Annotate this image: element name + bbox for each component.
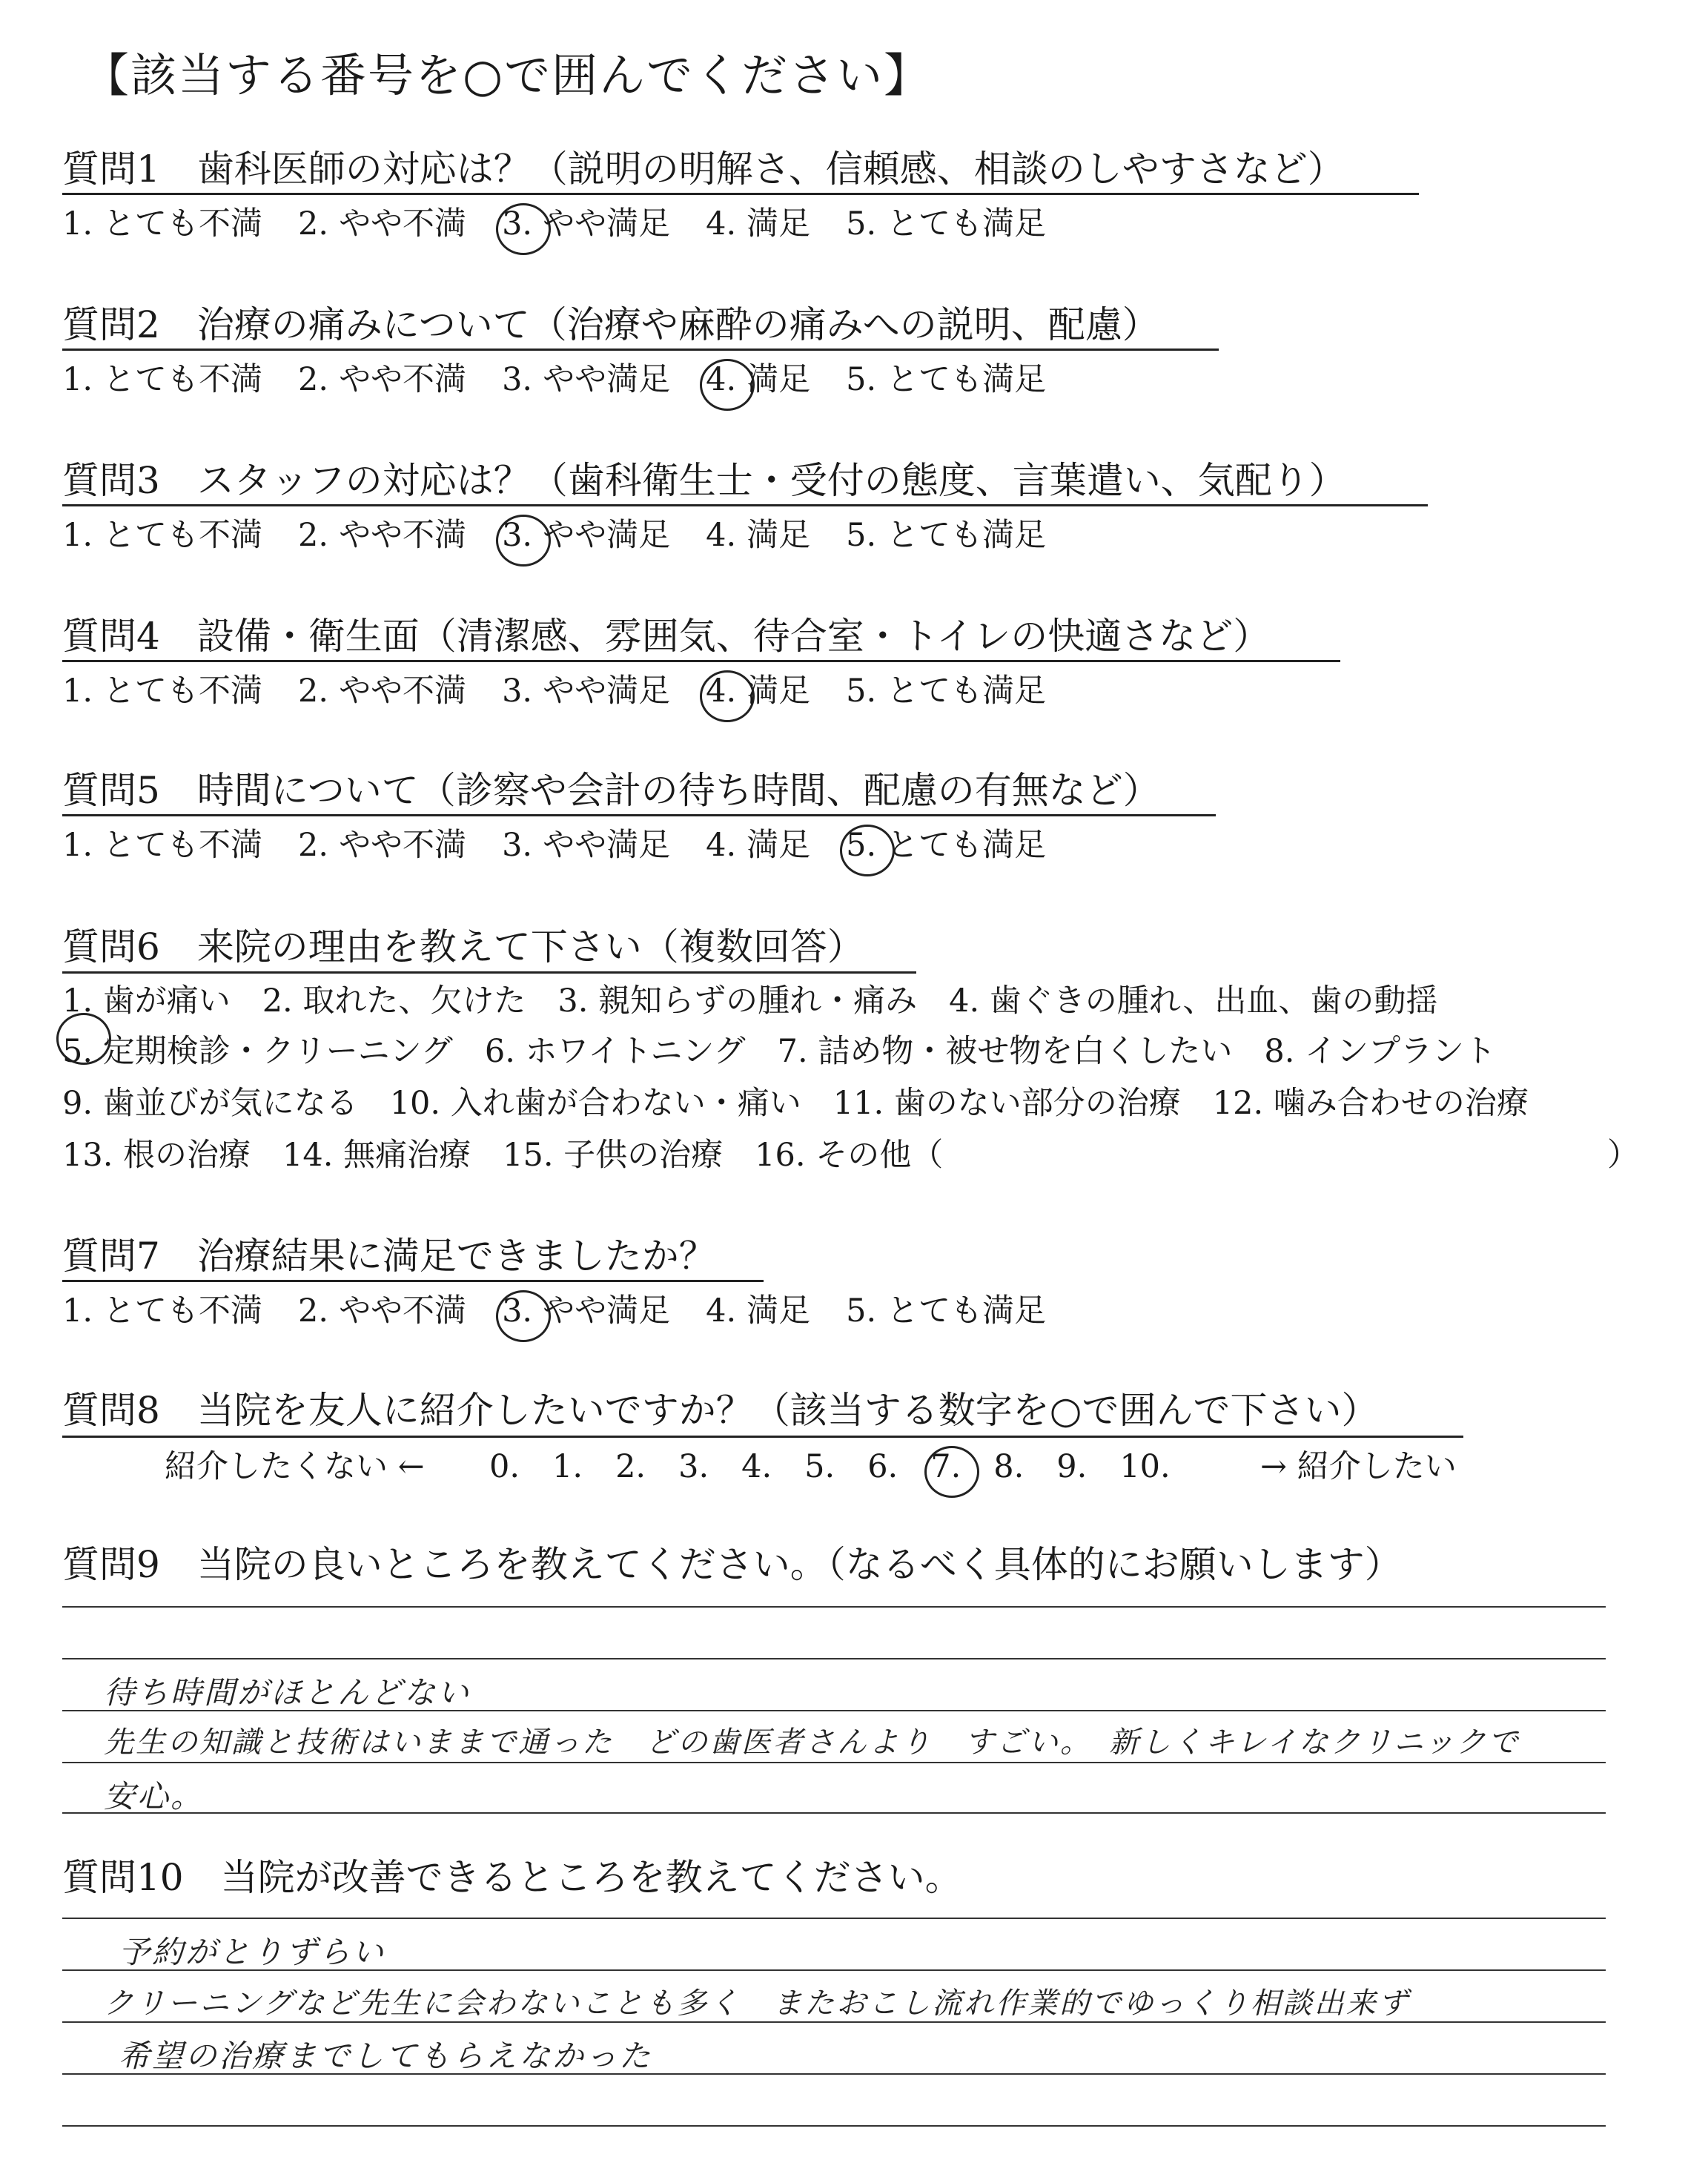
- option-number[interactable]: 3.: [502, 361, 533, 398]
- option-number[interactable]: 2.: [298, 673, 329, 710]
- option-label[interactable]: やや不満: [339, 827, 467, 864]
- question-6-title: [62, 923, 864, 971]
- question-label: 質問6: [62, 925, 160, 968]
- write-line: [62, 1762, 1606, 1763]
- question-6-underline: [62, 971, 916, 974]
- question-4-title: [62, 612, 1270, 660]
- scale-value[interactable]: 7.: [930, 1444, 961, 1489]
- option-label[interactable]: とても満足: [887, 361, 1047, 398]
- option-label[interactable]: とても満足: [887, 673, 1047, 710]
- option-number[interactable]: 5.: [846, 1292, 877, 1330]
- question-5-options[interactable]: [62, 823, 1082, 868]
- option-label[interactable]: やや満足: [543, 361, 671, 398]
- q10-answer-2: クリーニングなど先生に会わないことも多く またおこし流れ作業的でゆっくり相談出来ず: [104, 1986, 1410, 2021]
- q8-right-label: → 紹介したい: [1260, 1448, 1457, 1485]
- option-number[interactable]: 1.: [62, 205, 93, 242]
- question-text: 時間について（診察や会計の待ち時間、配慮の有無など）: [196, 769, 1160, 812]
- question-label: 質問4: [62, 615, 160, 658]
- q6-row-1[interactable]: 1. 歯が痛い 2. 取れた、欠けた 3. 親知らずの腫れ・痛み 4. 歯ぐきの腫れ、出血、歯の動揺: [62, 982, 1438, 1020]
- scale-value[interactable]: 6.: [867, 1448, 898, 1485]
- q9-answer-3: 安心。: [104, 1778, 205, 1814]
- q9-answer-2: 先生の知識と技術はいままで通った どの歯医者さんより すごい。 新しくキレイなクリニックで: [104, 1725, 1520, 1760]
- option-label[interactable]: とても不満: [103, 1292, 263, 1330]
- write-line: [62, 2125, 1606, 2127]
- question-label: 質問10: [62, 1856, 184, 1899]
- scale-value[interactable]: 2.: [615, 1448, 646, 1485]
- option-label[interactable]: とても不満: [103, 361, 263, 398]
- scale-value[interactable]: 5.: [804, 1448, 835, 1485]
- question-text: 当院が改善できるところを教えてください。: [220, 1856, 962, 1899]
- question-label: 質問3: [62, 459, 160, 502]
- option-label[interactable]: とても不満: [103, 827, 263, 864]
- option-label[interactable]: やや不満: [339, 517, 467, 554]
- question-label: 質問1: [62, 148, 160, 191]
- scale-value[interactable]: 0.: [489, 1448, 520, 1485]
- option-number[interactable]: 1.: [62, 1292, 93, 1330]
- question-text: 治療結果に満足できましたか？: [196, 1235, 716, 1278]
- question-8-title: [62, 1387, 1378, 1434]
- question-text: スタッフの対応は？（歯科衛生士・受付の態度、言葉遣い、気配り）: [196, 459, 1346, 502]
- write-line: [62, 1812, 1606, 1814]
- option-label[interactable]: とても不満: [103, 205, 263, 242]
- question-label: 質問8: [62, 1389, 160, 1432]
- question-1-options[interactable]: [62, 202, 1082, 246]
- option-number[interactable]: 1.: [62, 827, 93, 864]
- option-number[interactable]: 4.: [706, 357, 736, 402]
- option-label[interactable]: とても満足: [887, 827, 1047, 864]
- option-label[interactable]: とても満足: [887, 517, 1047, 554]
- question-9-title: [62, 1541, 1402, 1588]
- q8-scale[interactable]: [489, 1444, 1203, 1489]
- option-label[interactable]: 満足: [747, 673, 811, 710]
- option-label[interactable]: 満足: [747, 827, 811, 864]
- option-label[interactable]: とても満足: [887, 1292, 1047, 1330]
- option-number[interactable]: 2.: [298, 361, 329, 398]
- question-2-options[interactable]: [62, 357, 1082, 402]
- question-5-title: [62, 767, 1160, 814]
- option-number[interactable]: 4.: [706, 827, 737, 864]
- page-title: 【該当する番号を○で囲んでください】: [83, 48, 932, 102]
- option-number[interactable]: 3.: [502, 1289, 532, 1333]
- question-text: 歯科医師の対応は？（説明の明解さ、信頼感、相談のしやすさなど）: [196, 148, 1345, 191]
- option-number[interactable]: 5.: [846, 673, 877, 710]
- q6-row-4[interactable]: 13. 根の治療 14. 無痛治療 15. 子供の治療 16. その他（: [62, 1137, 944, 1174]
- option-number[interactable]: 5.: [846, 205, 877, 242]
- scale-value[interactable]: 4.: [741, 1448, 772, 1485]
- option-number[interactable]: 5.: [846, 361, 877, 398]
- option-number[interactable]: 3.: [502, 513, 532, 558]
- option-label[interactable]: やや不満: [339, 673, 467, 710]
- option-number[interactable]: 2.: [298, 827, 329, 864]
- q8-left-label: 紹介したくない ←: [165, 1448, 425, 1485]
- option-number[interactable]: 5.: [846, 517, 877, 554]
- q10-answer-3: 希望の治療までしてもらえなかった: [119, 2038, 653, 2074]
- question-7-underline: [62, 1280, 764, 1282]
- option-number[interactable]: 2.: [298, 517, 329, 554]
- option-label[interactable]: 満足: [747, 361, 811, 398]
- option-number[interactable]: 2.: [298, 1292, 329, 1330]
- option-number[interactable]: 1.: [62, 673, 93, 710]
- scale-value[interactable]: 8.: [993, 1448, 1025, 1485]
- scale-value[interactable]: 9.: [1056, 1448, 1088, 1485]
- question-label: 質問7: [62, 1235, 160, 1278]
- question-3-options[interactable]: [62, 513, 1082, 558]
- question-text: 設備・衛生面（清潔感、雰囲気、待合室・トイレの快適さなど）: [196, 615, 1271, 658]
- option-label[interactable]: 満足: [747, 1292, 811, 1330]
- option-number[interactable]: 1.: [62, 517, 93, 554]
- option-label[interactable]: やや満足: [543, 205, 671, 242]
- option-label[interactable]: やや不満: [339, 205, 467, 242]
- question-4-underline: [62, 660, 1340, 662]
- option-number[interactable]: 5.: [846, 823, 876, 868]
- question-text: 治療の痛みについて（治療や麻酔の痛みへの説明、配慮）: [196, 303, 1159, 346]
- option-label[interactable]: やや満足: [543, 673, 671, 710]
- question-5-underline: [62, 814, 1216, 816]
- option-label[interactable]: とても不満: [103, 517, 263, 554]
- option-number[interactable]: 2.: [298, 205, 329, 242]
- question-7-title: [62, 1232, 716, 1280]
- question-label: 質問9: [62, 1543, 160, 1586]
- option-number[interactable]: 4.: [706, 669, 736, 713]
- option-label[interactable]: とても満足: [887, 205, 1047, 242]
- scale-value[interactable]: 10.: [1119, 1448, 1171, 1485]
- scale-value[interactable]: 1.: [552, 1448, 583, 1485]
- question-1-title: [62, 145, 1345, 193]
- question-3-underline: [62, 504, 1428, 506]
- q6-row-2[interactable]: 5. 定期検診・クリーニング 6. ホワイトニング 7. 詰め物・被せ物を白くしたい 8. インプラント: [62, 1033, 1497, 1070]
- option-number[interactable]: 4.: [706, 517, 737, 554]
- question-10-title: [62, 1854, 962, 1901]
- question-8-underline: [62, 1436, 1463, 1438]
- option-number[interactable]: 3.: [502, 202, 532, 246]
- option-label[interactable]: とても不満: [103, 673, 263, 710]
- option-label[interactable]: やや満足: [543, 827, 671, 864]
- question-text: 当院の良いところを教えてください。（なるべく具体的にお願いします）: [196, 1543, 1402, 1586]
- option-number[interactable]: 4.: [706, 1292, 737, 1330]
- option-label[interactable]: 満足: [747, 517, 811, 554]
- option-label[interactable]: やや不満: [339, 1292, 467, 1330]
- question-1-underline: [62, 193, 1419, 195]
- question-4-options[interactable]: [62, 669, 1082, 713]
- option-number[interactable]: 3.: [502, 827, 533, 864]
- q9-answer-1: 待ち時間がほとんどない: [104, 1674, 471, 1711]
- option-label[interactable]: やや満足: [543, 517, 671, 554]
- question-2-title: [62, 301, 1159, 349]
- question-text: 来院の理由を教えて下さい（複数回答）: [196, 925, 864, 968]
- scale-value[interactable]: 3.: [678, 1448, 709, 1485]
- question-2-underline: [62, 349, 1219, 351]
- option-number[interactable]: 1.: [62, 361, 93, 398]
- question-text: 当院を友人に紹介したいですか？（該当する数字を○で囲んで下さい）: [196, 1389, 1379, 1432]
- question-label: 質問5: [62, 769, 160, 812]
- write-line: [62, 1918, 1606, 1919]
- option-label[interactable]: やや満足: [543, 1292, 671, 1330]
- q6-close-paren: ）: [1607, 1137, 1639, 1174]
- question-label: 質問2: [62, 303, 160, 346]
- q10-answer-1: 予約がとりずらい: [119, 1934, 386, 1970]
- option-label[interactable]: やや不満: [339, 361, 467, 398]
- option-number[interactable]: 4.: [706, 205, 737, 242]
- write-line: [62, 1606, 1606, 1608]
- option-label[interactable]: 満足: [747, 205, 811, 242]
- write-line: [62, 1658, 1606, 1659]
- question-3-title: [62, 457, 1346, 504]
- option-number[interactable]: 3.: [502, 673, 533, 710]
- q7-options[interactable]: [62, 1289, 1082, 1333]
- q6-row-3[interactable]: 9. 歯並びが気になる 10. 入れ歯が合わない・痛い 11. 歯のない部分の治療 12. 噛み合わせの治療: [62, 1085, 1529, 1122]
